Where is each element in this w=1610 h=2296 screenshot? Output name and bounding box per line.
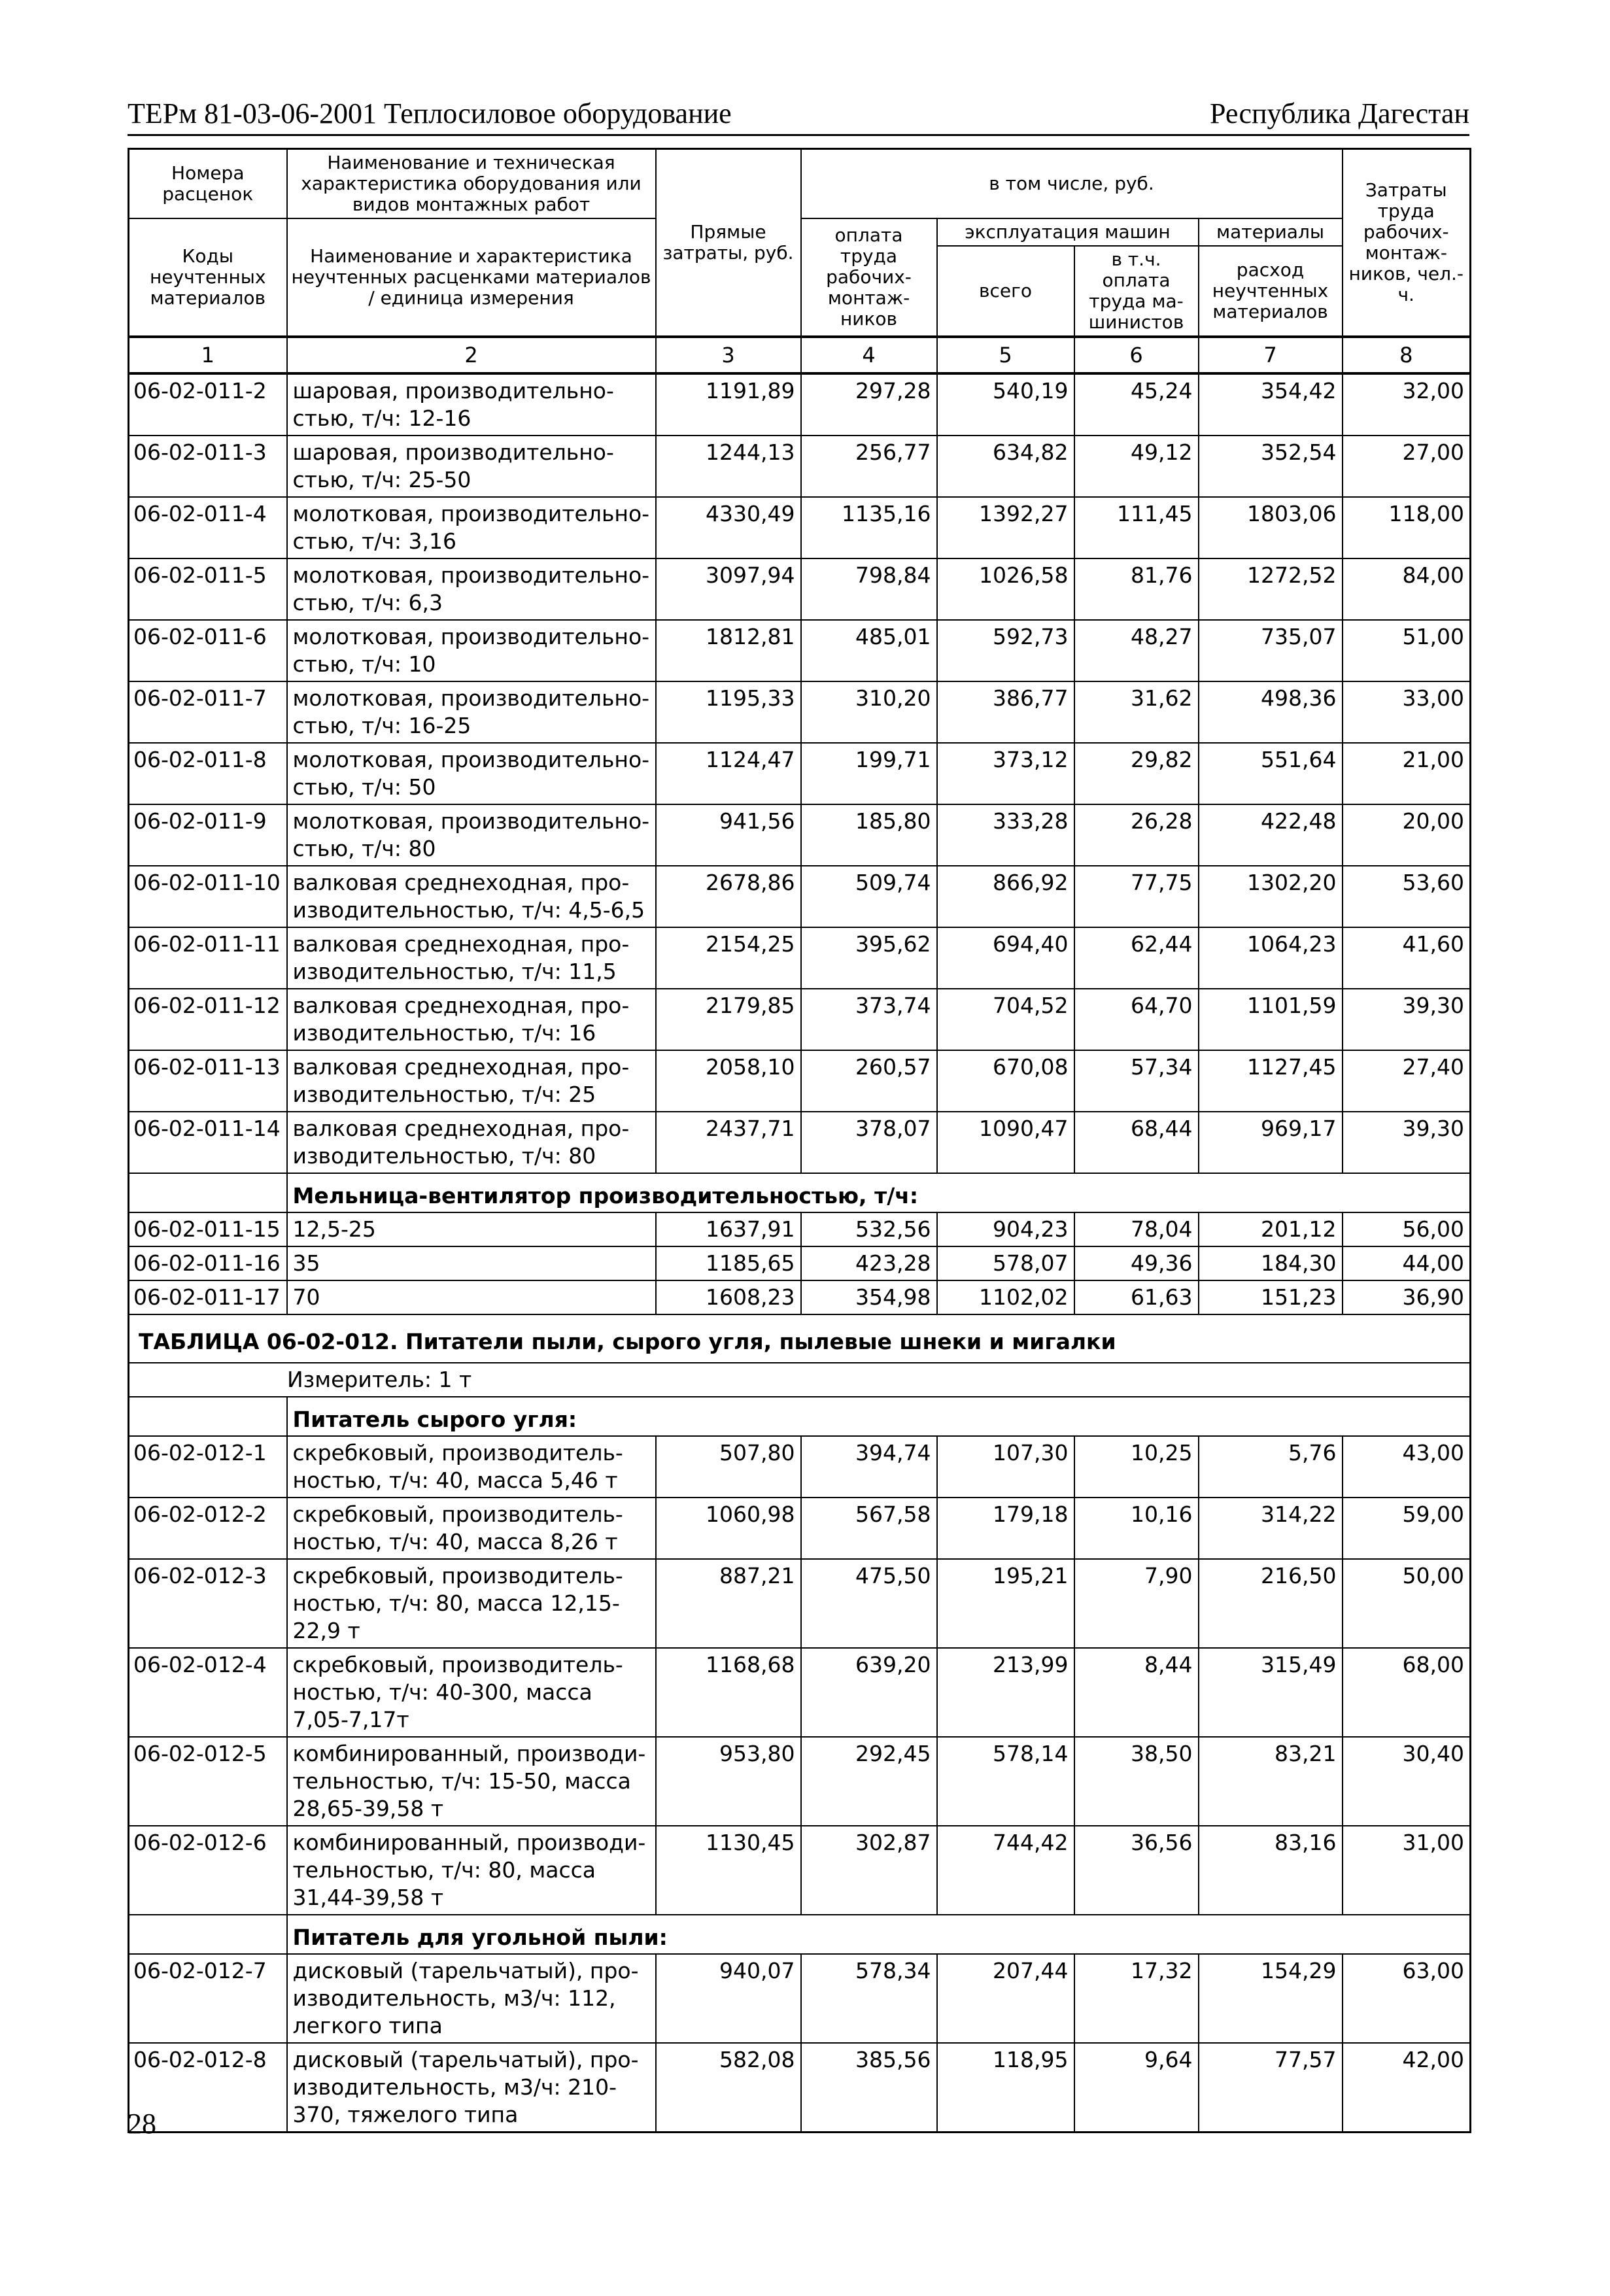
machinist-pay: 78,04 — [1074, 1212, 1199, 1246]
labor-pay: 378,07 — [801, 1112, 937, 1173]
direct-cost: 1637,91 — [656, 1212, 801, 1246]
machinist-pay: 9,64 — [1074, 2043, 1199, 2133]
machinist-pay: 29,82 — [1074, 743, 1199, 804]
rate-name: комбинированный, производи-тельностью, т/ч: 15-50, масса 28,65-39,58 т — [287, 1737, 656, 1826]
rate-name: молотковая, производительно-стью, т/ч: 50 — [287, 743, 656, 804]
rate-code: 06-02-011-8 — [129, 743, 287, 804]
rate-name: валковая среднеходная, про-изводительностью, т/ч: 25 — [287, 1050, 656, 1112]
machinist-pay: 81,76 — [1074, 558, 1199, 620]
machinist-pay: 62,44 — [1074, 927, 1199, 989]
rate-code: 06-02-011-9 — [129, 804, 287, 866]
rate-code: 06-02-011-14 — [129, 1112, 287, 1173]
table-row — [129, 620, 1471, 681]
table-row — [129, 866, 1471, 927]
rate-name: валковая среднеходная, про-изводительностью, т/ч: 16 — [287, 989, 656, 1050]
labor-hours: 43,00 — [1343, 1436, 1471, 1498]
col4-header: оплата труда рабочих-монтаж-ников — [801, 218, 937, 337]
table-row — [129, 1212, 1471, 1246]
table-row — [129, 927, 1471, 989]
materials-cost: 315,49 — [1199, 1648, 1343, 1737]
measure-unit: Измеритель: 1 т — [129, 1363, 1471, 1397]
rate-name: комбинированный, производи-тельностью, т/ч: 80, масса 31,44-39,58 т — [287, 1826, 656, 1915]
direct-cost: 1244,13 — [656, 436, 801, 497]
table-row — [129, 1050, 1471, 1112]
machines-total: 1102,02 — [937, 1280, 1074, 1314]
machinist-pay: 26,28 — [1074, 804, 1199, 866]
page-number: 28 — [128, 2108, 156, 2140]
table-row — [129, 373, 1471, 436]
rate-code: 06-02-011-3 — [129, 436, 287, 497]
col1-header-bottom: Коды неучтенных материалов — [129, 218, 287, 337]
col3-header: Прямые затраты, руб. — [656, 149, 801, 337]
section-spacer — [129, 1173, 287, 1212]
col-number: 1 — [129, 337, 287, 373]
labor-pay: 423,28 — [801, 1246, 937, 1280]
direct-cost: 1130,45 — [656, 1826, 801, 1915]
materials-header: материалы — [1199, 218, 1343, 246]
machinist-pay: 64,70 — [1074, 989, 1199, 1050]
col6-header: в т.ч. оплата труда ма-шинистов — [1074, 246, 1199, 337]
materials-cost: 184,30 — [1199, 1246, 1343, 1280]
machines-total: 634,82 — [937, 436, 1074, 497]
labor-pay: 297,28 — [801, 373, 937, 436]
materials-cost: 216,50 — [1199, 1559, 1343, 1648]
machinist-pay: 36,56 — [1074, 1826, 1199, 1915]
machines-total: 744,42 — [937, 1826, 1074, 1915]
rate-code: 06-02-011-2 — [129, 373, 287, 436]
machines-total: 578,07 — [937, 1246, 1074, 1280]
rate-code: 06-02-012-3 — [129, 1559, 287, 1648]
machinist-pay: 77,75 — [1074, 866, 1199, 927]
labor-hours: 27,00 — [1343, 436, 1471, 497]
direct-cost: 2154,25 — [656, 927, 801, 989]
materials-cost: 551,64 — [1199, 743, 1343, 804]
labor-pay: 385,56 — [801, 2043, 937, 2133]
machines-total: 1026,58 — [937, 558, 1074, 620]
col7-header: расход неучтенных материалов — [1199, 246, 1343, 337]
labor-pay: 394,74 — [801, 1436, 937, 1498]
machinist-pay: 10,16 — [1074, 1498, 1199, 1559]
col-number: 6 — [1074, 337, 1199, 373]
rate-code: 06-02-011-10 — [129, 866, 287, 927]
machines-total: 118,95 — [937, 2043, 1074, 2133]
table-row — [129, 804, 1471, 866]
col2-header-bottom: Наименование и характеристика неучтенных расценками материалов / единица измерения — [287, 218, 656, 337]
materials-cost: 154,29 — [1199, 1954, 1343, 2043]
labor-pay: 260,57 — [801, 1050, 937, 1112]
machines-total: 578,14 — [937, 1737, 1074, 1826]
labor-hours: 33,00 — [1343, 681, 1471, 743]
rate-name: валковая среднеходная, про-изводительностью, т/ч: 11,5 — [287, 927, 656, 989]
rate-name: молотковая, производительно-стью, т/ч: 3,16 — [287, 497, 656, 558]
labor-pay: 302,87 — [801, 1826, 937, 1915]
machinist-pay: 49,12 — [1074, 436, 1199, 497]
labor-pay: 567,58 — [801, 1498, 937, 1559]
machines-total: 1392,27 — [937, 497, 1074, 558]
materials-cost: 314,22 — [1199, 1498, 1343, 1559]
labor-hours: 30,40 — [1343, 1737, 1471, 1826]
header-left: ТЕРм 81-03-06-2001 Теплосиловое оборудование — [128, 97, 732, 129]
materials-cost: 83,16 — [1199, 1826, 1343, 1915]
machines-total: 1090,47 — [937, 1112, 1074, 1173]
col1-header-top: Номера расценок — [129, 149, 287, 219]
labor-pay: 578,34 — [801, 1954, 937, 2043]
direct-cost: 1168,68 — [656, 1648, 801, 1737]
labor-hours: 59,00 — [1343, 1498, 1471, 1559]
rate-code: 06-02-012-2 — [129, 1498, 287, 1559]
machines-total: 670,08 — [937, 1050, 1074, 1112]
rate-name: скребковый, производитель-ностью, т/ч: 40-300, масса 7,05-7,17т — [287, 1648, 656, 1737]
labor-pay: 395,62 — [801, 927, 937, 989]
labor-pay: 798,84 — [801, 558, 937, 620]
header-rule — [128, 134, 1469, 136]
rate-name: дисковый (тарельчатый), про-изводительность, м3/ч: 210-370, тяжелого типа — [287, 2043, 656, 2133]
materials-cost: 1101,59 — [1199, 989, 1343, 1050]
col-number: 8 — [1343, 337, 1471, 373]
group-header: в том числе, руб. — [801, 149, 1343, 219]
table-row — [129, 1737, 1471, 1826]
machines-total: 333,28 — [937, 804, 1074, 866]
labor-pay: 532,56 — [801, 1212, 937, 1246]
rate-name: молотковая, производительно-стью, т/ч: 16-25 — [287, 681, 656, 743]
header-right: Республика Дагестан — [1209, 97, 1469, 129]
section-spacer — [129, 1397, 287, 1436]
direct-cost: 1812,81 — [656, 620, 801, 681]
table-row — [129, 1280, 1471, 1314]
machinist-pay: 10,25 — [1074, 1436, 1199, 1498]
table-row — [129, 1246, 1471, 1280]
table-row — [129, 558, 1471, 620]
direct-cost: 1195,33 — [656, 681, 801, 743]
machinist-pay: 68,44 — [1074, 1112, 1199, 1173]
machines-total: 866,92 — [937, 866, 1074, 927]
labor-hours: 53,60 — [1343, 866, 1471, 927]
direct-cost: 1124,47 — [656, 743, 801, 804]
labor-hours: 27,40 — [1343, 1050, 1471, 1112]
section-row — [129, 1173, 1471, 1212]
rate-name: скребковый, производитель-ностью, т/ч: 40, масса 8,26 т — [287, 1498, 656, 1559]
direct-cost: 1185,65 — [656, 1246, 801, 1280]
materials-cost: 352,54 — [1199, 436, 1343, 497]
column-numbers-row — [129, 337, 1471, 373]
materials-cost: 969,17 — [1199, 1112, 1343, 1173]
materials-cost: 1302,20 — [1199, 866, 1343, 927]
labor-hours: 42,00 — [1343, 2043, 1471, 2133]
labor-hours: 41,60 — [1343, 927, 1471, 989]
direct-cost: 2179,85 — [656, 989, 801, 1050]
rate-code: 06-02-011-7 — [129, 681, 287, 743]
machines-header: эксплуатация машин — [937, 218, 1199, 246]
machines-total: 373,12 — [937, 743, 1074, 804]
labor-hours: 84,00 — [1343, 558, 1471, 620]
direct-cost: 2437,71 — [656, 1112, 801, 1173]
labor-hours: 39,30 — [1343, 1112, 1471, 1173]
rate-code: 06-02-012-6 — [129, 1826, 287, 1915]
table-row — [129, 1436, 1471, 1498]
direct-cost: 887,21 — [656, 1559, 801, 1648]
labor-hours: 63,00 — [1343, 1954, 1471, 2043]
rate-code: 06-02-011-17 — [129, 1280, 287, 1314]
labor-hours: 20,00 — [1343, 804, 1471, 866]
section-title: Питатель сырого угля: — [287, 1397, 1471, 1436]
labor-hours: 39,30 — [1343, 989, 1471, 1050]
col-number: 4 — [801, 337, 937, 373]
direct-cost: 3097,94 — [656, 558, 801, 620]
direct-cost: 507,80 — [656, 1436, 801, 1498]
materials-cost: 735,07 — [1199, 620, 1343, 681]
rate-name: шаровая, производительно-стью, т/ч: 25-50 — [287, 436, 656, 497]
machines-total: 904,23 — [937, 1212, 1074, 1246]
rate-name: молотковая, производительно-стью, т/ч: 6,3 — [287, 558, 656, 620]
rate-name: 12,5-25 — [287, 1212, 656, 1246]
labor-pay: 475,50 — [801, 1559, 937, 1648]
table-title-row — [129, 1314, 1471, 1363]
direct-cost: 941,56 — [656, 804, 801, 866]
machines-total: 207,44 — [937, 1954, 1074, 2043]
labor-pay: 1135,16 — [801, 497, 937, 558]
direct-cost: 582,08 — [656, 2043, 801, 2133]
labor-pay: 310,20 — [801, 681, 937, 743]
machinist-pay: 38,50 — [1074, 1737, 1199, 1826]
rate-name: скребковый, производитель-ностью, т/ч: 80, масса 12,15-22,9 т — [287, 1559, 656, 1648]
rate-code: 06-02-011-12 — [129, 989, 287, 1050]
machines-total: 107,30 — [937, 1436, 1074, 1498]
table-row — [129, 497, 1471, 558]
labor-hours: 36,90 — [1343, 1280, 1471, 1314]
direct-cost: 1608,23 — [656, 1280, 801, 1314]
rate-code: 06-02-012-1 — [129, 1436, 287, 1498]
col-number: 5 — [937, 337, 1074, 373]
col-number: 7 — [1199, 337, 1343, 373]
labor-hours: 118,00 — [1343, 497, 1471, 558]
rate-name: дисковый (тарельчатый), про-изводительность, м3/ч: 112, легкого типа — [287, 1954, 656, 2043]
section-title: Питатель для угольной пыли: — [287, 1915, 1471, 1954]
labor-pay: 354,98 — [801, 1280, 937, 1314]
machines-total: 195,21 — [937, 1559, 1074, 1648]
rate-code: 06-02-011-11 — [129, 927, 287, 989]
rate-name: молотковая, производительно-стью, т/ч: 80 — [287, 804, 656, 866]
materials-cost: 422,48 — [1199, 804, 1343, 866]
table-row — [129, 1112, 1471, 1173]
labor-pay: 292,45 — [801, 1737, 937, 1826]
materials-cost: 83,21 — [1199, 1737, 1343, 1826]
machinist-pay: 7,90 — [1074, 1559, 1199, 1648]
machinist-pay: 45,24 — [1074, 373, 1199, 436]
machinist-pay: 31,62 — [1074, 681, 1199, 743]
rates-table — [128, 148, 1471, 2133]
col8-header: Затраты труда рабочих-монтаж-ников, чел.-ч. — [1343, 149, 1471, 337]
labor-pay: 509,74 — [801, 866, 937, 927]
labor-hours: 68,00 — [1343, 1648, 1471, 1737]
direct-cost: 1191,89 — [656, 373, 801, 436]
section-spacer — [129, 1915, 287, 1954]
materials-cost: 1803,06 — [1199, 497, 1343, 558]
labor-pay: 199,71 — [801, 743, 937, 804]
labor-hours: 51,00 — [1343, 620, 1471, 681]
rate-code: 06-02-011-16 — [129, 1246, 287, 1280]
rate-code: 06-02-011-15 — [129, 1212, 287, 1246]
machines-total: 179,18 — [937, 1498, 1074, 1559]
labor-hours: 44,00 — [1343, 1246, 1471, 1280]
section-row — [129, 1397, 1471, 1436]
labor-pay: 639,20 — [801, 1648, 937, 1737]
table-row — [129, 681, 1471, 743]
machinist-pay: 111,45 — [1074, 497, 1199, 558]
machinist-pay: 48,27 — [1074, 620, 1199, 681]
col5-header: всего — [937, 246, 1074, 337]
materials-cost: 1272,52 — [1199, 558, 1343, 620]
rate-code: 06-02-011-5 — [129, 558, 287, 620]
table-row — [129, 1648, 1471, 1737]
table-row — [129, 989, 1471, 1050]
labor-pay: 485,01 — [801, 620, 937, 681]
rate-code: 06-02-011-4 — [129, 497, 287, 558]
rate-name: 35 — [287, 1246, 656, 1280]
machinist-pay: 49,36 — [1074, 1246, 1199, 1280]
direct-cost: 940,07 — [656, 1954, 801, 2043]
machinist-pay: 8,44 — [1074, 1648, 1199, 1737]
rate-name: шаровая, производительно-стью, т/ч: 12-16 — [287, 373, 656, 436]
labor-hours: 56,00 — [1343, 1212, 1471, 1246]
table-row — [129, 1954, 1471, 2043]
machines-total: 540,19 — [937, 373, 1074, 436]
direct-cost: 1060,98 — [656, 1498, 801, 1559]
machinist-pay: 17,32 — [1074, 1954, 1199, 2043]
machines-total: 592,73 — [937, 620, 1074, 681]
labor-pay: 256,77 — [801, 436, 937, 497]
machines-total: 386,77 — [937, 681, 1074, 743]
materials-cost: 1064,23 — [1199, 927, 1343, 989]
rate-code: 06-02-012-5 — [129, 1737, 287, 1826]
materials-cost: 151,23 — [1199, 1280, 1343, 1314]
labor-hours: 32,00 — [1343, 373, 1471, 436]
table-row — [129, 1498, 1471, 1559]
table-row — [129, 1826, 1471, 1915]
rate-name: молотковая, производительно-стью, т/ч: 10 — [287, 620, 656, 681]
measure-unit-row — [129, 1363, 1471, 1397]
rate-code: 06-02-011-6 — [129, 620, 287, 681]
section-row — [129, 1915, 1471, 1954]
direct-cost: 2678,86 — [656, 866, 801, 927]
table-row — [129, 436, 1471, 497]
table-row — [129, 1559, 1471, 1648]
labor-hours: 21,00 — [1343, 743, 1471, 804]
table-row — [129, 743, 1471, 804]
machines-total: 694,40 — [937, 927, 1074, 989]
labor-pay: 185,80 — [801, 804, 937, 866]
labor-hours: 50,00 — [1343, 1559, 1471, 1648]
labor-hours: 31,00 — [1343, 1826, 1471, 1915]
rate-name: 70 — [287, 1280, 656, 1314]
materials-cost: 201,12 — [1199, 1212, 1343, 1246]
rate-name: валковая среднеходная, про-изводительностью, т/ч: 80 — [287, 1112, 656, 1173]
materials-cost: 77,57 — [1199, 2043, 1343, 2133]
materials-cost: 1127,45 — [1199, 1050, 1343, 1112]
direct-cost: 953,80 — [656, 1737, 801, 1826]
materials-cost: 5,76 — [1199, 1436, 1343, 1498]
section-title: Мельница-вентилятор производительностью, т/ч: — [287, 1173, 1471, 1212]
direct-cost: 2058,10 — [656, 1050, 801, 1112]
rate-code: 06-02-011-13 — [129, 1050, 287, 1112]
table-title: ТАБЛИЦА 06-02-012. Питатели пыли, сырого угля, пылевые шнеки и мигалки — [129, 1314, 1471, 1363]
labor-pay: 373,74 — [801, 989, 937, 1050]
rate-name: скребковый, производитель-ностью, т/ч: 40, масса 5,46 т — [287, 1436, 656, 1498]
table-row — [129, 2043, 1471, 2133]
rate-code: 06-02-012-8 — [129, 2043, 287, 2133]
rate-name: валковая среднеходная, про-изводительностью, т/ч: 4,5-6,5 — [287, 866, 656, 927]
direct-cost: 4330,49 — [656, 497, 801, 558]
materials-cost: 498,36 — [1199, 681, 1343, 743]
machinist-pay: 57,34 — [1074, 1050, 1199, 1112]
col-number: 2 — [287, 337, 656, 373]
materials-cost: 354,42 — [1199, 373, 1343, 436]
machines-total: 704,52 — [937, 989, 1074, 1050]
rate-code: 06-02-012-7 — [129, 1954, 287, 2043]
machinist-pay: 61,63 — [1074, 1280, 1199, 1314]
col2-header-top: Наименование и техническая характеристика оборудования или видов монтажных работ — [287, 149, 656, 219]
col-number: 3 — [656, 337, 801, 373]
machines-total: 213,99 — [937, 1648, 1074, 1737]
rate-code: 06-02-012-4 — [129, 1648, 287, 1737]
